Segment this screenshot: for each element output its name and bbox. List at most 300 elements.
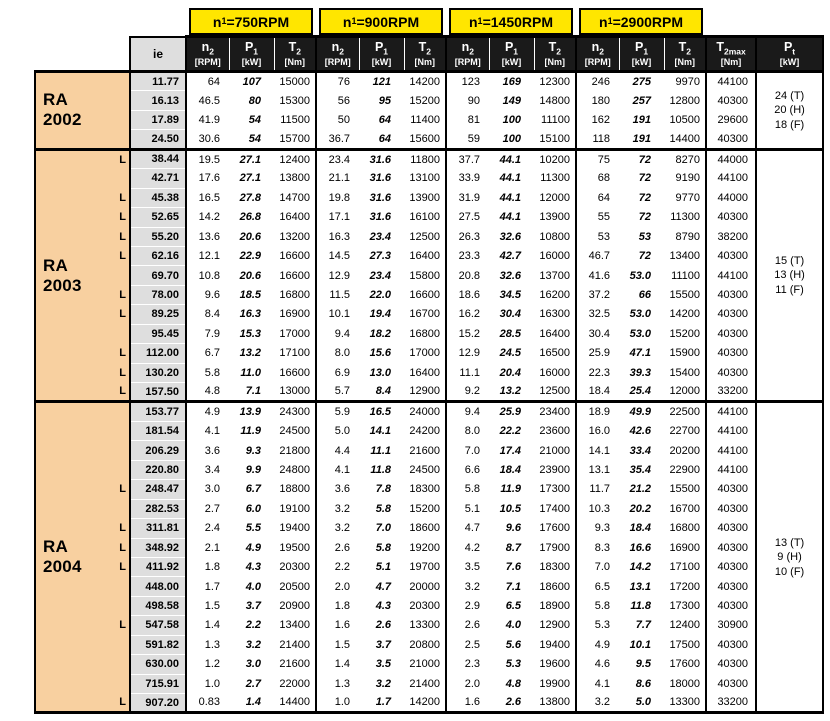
t2-value: 12300	[534, 72, 576, 91]
n1-subscript: 1	[351, 16, 357, 26]
p1-value: 32.6	[489, 266, 534, 285]
t2-value: 16000	[534, 246, 576, 265]
n2-label	[187, 40, 229, 57]
p1-label	[620, 40, 664, 57]
p1-value: 18.2	[359, 324, 404, 343]
l-marker: L	[108, 227, 130, 246]
n2-value: 3.2	[316, 499, 359, 518]
p1-value: 18.5	[229, 285, 274, 304]
t2max-value: 40300	[706, 363, 756, 382]
n2-subscript: 2	[599, 46, 604, 57]
t2-value: 16600	[274, 246, 316, 265]
l-marker: L	[108, 208, 130, 227]
p1-symbol: P	[374, 40, 384, 55]
t2max-value: 44100	[706, 441, 756, 460]
pt-ratings	[756, 149, 823, 402]
ie-value: 16.13	[130, 91, 186, 110]
p1-unit: [kW]	[631, 56, 652, 67]
t2-value: 9770	[664, 188, 706, 207]
t2max-value: 30900	[706, 616, 756, 635]
p1-value: 54	[229, 130, 274, 149]
p1-value: 11.9	[229, 421, 274, 440]
t2max-value: 40300	[706, 285, 756, 304]
p1-value: 34.5	[489, 285, 534, 304]
n2-value: 5.0	[316, 421, 359, 440]
t2-value: 10500	[664, 110, 706, 129]
t2-value: 23900	[534, 460, 576, 479]
t2-value: 12000	[534, 188, 576, 207]
t2-value: 13100	[404, 169, 446, 188]
p1-value: 44.1	[489, 149, 534, 168]
n2-label	[577, 40, 619, 57]
t2max-value: 40300	[706, 655, 756, 674]
rpm-unit: RPM	[258, 13, 290, 30]
t2-value: 19400	[534, 635, 576, 654]
n2-value: 180	[576, 91, 619, 110]
p1-value: 5.5	[229, 519, 274, 538]
p1-value: 33.4	[619, 441, 664, 460]
table-row	[35, 285, 823, 304]
group-label: RA 2004	[35, 402, 108, 713]
p1-value: 23.4	[359, 227, 404, 246]
t2-value: 15400	[664, 363, 706, 382]
p1-value: 11.9	[489, 480, 534, 499]
p1-value: 2.6	[489, 694, 534, 713]
p1-value: 13.1	[619, 577, 664, 596]
ie-value: 547.58	[130, 616, 186, 635]
p1-value: 5.3	[489, 655, 534, 674]
t2-value: 15200	[664, 324, 706, 343]
p1-value: 14.2	[619, 557, 664, 576]
l-marker	[108, 635, 130, 654]
t2-value: 18000	[664, 674, 706, 693]
n2-value: 5.3	[576, 616, 619, 635]
n2-value: 4.2	[446, 538, 489, 557]
p1-subscript: 1	[513, 46, 519, 57]
n2-value: 1.3	[316, 674, 359, 693]
table-row	[35, 169, 823, 188]
n2-symbol: n	[331, 40, 340, 55]
t2-value: 12500	[404, 227, 446, 246]
table-row	[35, 402, 823, 421]
n2-value: 8.3	[576, 538, 619, 557]
table-row	[35, 72, 823, 91]
n2-value: 2.3	[446, 655, 489, 674]
n2-value: 4.8	[186, 383, 229, 402]
p1-value: 20.6	[229, 227, 274, 246]
t2-value: 16600	[404, 285, 446, 304]
p1-subscript: 1	[253, 46, 259, 57]
equals-sign: =	[356, 13, 365, 30]
t2-value: 16400	[274, 208, 316, 227]
p1-value: 15.6	[359, 344, 404, 363]
n2-value: 3.2	[316, 519, 359, 538]
ie-value: 498.58	[130, 596, 186, 615]
t2-symbol: T	[288, 40, 297, 55]
p1-value: 31.6	[359, 208, 404, 227]
n2-value: 162	[576, 110, 619, 129]
t2-value: 19600	[534, 655, 576, 674]
p1-value: 22.2	[489, 421, 534, 440]
t2-value: 20200	[664, 441, 706, 460]
equals-sign: =	[482, 13, 491, 30]
t2-value: 17100	[664, 557, 706, 576]
p1-value: 4.9	[229, 538, 274, 557]
l-marker: L	[108, 616, 130, 635]
t2-value: 17000	[404, 344, 446, 363]
t2max-value: 33200	[706, 383, 756, 402]
n2-value: 9.3	[576, 519, 619, 538]
n2-value: 9.2	[446, 383, 489, 402]
t2-value: 18600	[404, 519, 446, 538]
t2-value: 15100	[534, 130, 576, 149]
n2-value: 14.5	[316, 246, 359, 265]
p1-value: 72	[619, 246, 664, 265]
n2-value: 1.7	[186, 577, 229, 596]
p1-value: 11.1	[359, 441, 404, 460]
p1-symbol: P	[634, 40, 644, 55]
t2-value: 18300	[404, 480, 446, 499]
n2-value: 59	[446, 130, 489, 149]
col-header-t2-2900	[664, 37, 706, 72]
table-row	[35, 208, 823, 227]
n2-value: 9.6	[186, 285, 229, 304]
n2-value: 75	[576, 149, 619, 168]
l-marker: L	[108, 557, 130, 576]
rpm-unit: RPM	[388, 13, 420, 30]
table-row	[35, 421, 823, 440]
t2-value: 17600	[664, 655, 706, 674]
ie-value: 157.50	[130, 383, 186, 402]
t2-value: 24000	[404, 402, 446, 421]
t2-value: 24300	[274, 402, 316, 421]
t2-label	[535, 40, 576, 57]
n1-symbol: n	[468, 13, 478, 30]
t2max-value: 40300	[706, 305, 756, 324]
n2-value: 17.6	[186, 169, 229, 188]
p1-value: 100	[489, 130, 534, 149]
l-marker	[108, 110, 130, 129]
p1-value: 31.6	[359, 188, 404, 207]
table-row	[35, 557, 823, 576]
l-marker	[108, 169, 130, 188]
t2-value: 21800	[274, 441, 316, 460]
pt-rating-line: 13 (H)	[774, 269, 805, 282]
t2-value: 18300	[534, 557, 576, 576]
t2max-unit: [Nm]	[720, 56, 742, 67]
n2-value: 36.7	[316, 130, 359, 149]
rpm-unit: RPM	[521, 13, 554, 30]
l-marker: L	[108, 383, 130, 402]
table-row	[35, 499, 823, 518]
p1-value: 5.8	[359, 499, 404, 518]
p1-value: 257	[619, 91, 664, 110]
ie-value: 181.54	[130, 421, 186, 440]
n2-value: 118	[576, 130, 619, 149]
p1-value: 3.0	[229, 655, 274, 674]
t2-value: 16800	[274, 285, 316, 304]
p1-value: 72	[619, 169, 664, 188]
n2-value: 5.8	[576, 596, 619, 615]
t2-value: 14200	[404, 72, 446, 91]
t2-label	[275, 40, 316, 57]
n2-value: 14.1	[576, 441, 619, 460]
t2-value: 21600	[274, 655, 316, 674]
p1-value: 3.2	[359, 674, 404, 693]
p1-value: 53.0	[619, 324, 664, 343]
t2-value: 21400	[274, 635, 316, 654]
t2-value: 17300	[534, 480, 576, 499]
t2-value: 13400	[664, 246, 706, 265]
t2-value: 15900	[664, 344, 706, 363]
p1-value: 44.1	[489, 188, 534, 207]
n2-value: 41.6	[576, 266, 619, 285]
n2-value: 56	[316, 91, 359, 110]
p1-value: 25.9	[489, 402, 534, 421]
ie-value: 282.53	[130, 499, 186, 518]
n2-value: 1.3	[186, 635, 229, 654]
p1-value: 121	[359, 72, 404, 91]
t2max-value: 40300	[706, 208, 756, 227]
pt-rating-line: 15 (T)	[774, 255, 805, 268]
p1-value: 3.5	[359, 655, 404, 674]
l-marker	[108, 441, 130, 460]
table-row	[35, 460, 823, 479]
ie-value: 89.25	[130, 305, 186, 324]
n2-value: 5.1	[446, 499, 489, 518]
col-header-ie: ie	[130, 37, 186, 72]
t2max-label	[707, 40, 755, 57]
p1-value: 16.5	[359, 402, 404, 421]
col-header-t2-1450	[534, 37, 576, 72]
table-row	[35, 305, 823, 324]
t2-value: 22000	[274, 674, 316, 693]
t2-value: 14400	[664, 130, 706, 149]
n2-value: 0.83	[186, 694, 229, 713]
t2-value: 13000	[274, 383, 316, 402]
speed-header-2900-rpm	[579, 8, 703, 35]
p1-value: 72	[619, 188, 664, 207]
n2-value: 5.8	[446, 480, 489, 499]
p1-value: 1.7	[359, 694, 404, 713]
p1-value: 10.1	[619, 635, 664, 654]
t2-value: 19400	[274, 519, 316, 538]
n2-value: 32.5	[576, 305, 619, 324]
t2max-value: 40300	[706, 324, 756, 343]
t2-value: 19700	[404, 557, 446, 576]
p1-value: 49.9	[619, 402, 664, 421]
n2-value: 3.0	[186, 480, 229, 499]
n2-value: 4.1	[576, 674, 619, 693]
t2-value: 13800	[274, 169, 316, 188]
ie-value: 311.81	[130, 519, 186, 538]
t2-value: 17200	[664, 577, 706, 596]
p1-value: 5.8	[359, 538, 404, 557]
n2-value: 4.6	[576, 655, 619, 674]
p1-value: 21.2	[619, 480, 664, 499]
t2-value: 13200	[274, 227, 316, 246]
t2-value: 17100	[274, 344, 316, 363]
t2-value: 15800	[404, 266, 446, 285]
p1-unit: [kW]	[371, 56, 392, 67]
t2-value: 16000	[534, 363, 576, 382]
p1-value: 18.4	[489, 460, 534, 479]
speed-header-cell-900	[316, 8, 446, 37]
p1-value: 64	[359, 130, 404, 149]
t2-value: 16400	[404, 363, 446, 382]
t2-value: 13900	[404, 188, 446, 207]
p1-value: 8.7	[489, 538, 534, 557]
n2-value: 8.0	[316, 344, 359, 363]
t2max-value: 44000	[706, 149, 756, 168]
n2-value: 37.2	[576, 285, 619, 304]
n2-value: 64	[576, 188, 619, 207]
t2max-value: 44100	[706, 402, 756, 421]
p1-value: 25.4	[619, 383, 664, 402]
pt-rating-line: 9 (H)	[777, 551, 802, 564]
t2-value: 13300	[404, 616, 446, 635]
n2-value: 53	[576, 227, 619, 246]
n1-symbol: n	[212, 13, 222, 30]
n2-value: 22.3	[576, 363, 619, 382]
p1-value: 107	[229, 72, 274, 91]
t2-value: 21400	[404, 674, 446, 693]
ie-value: 42.71	[130, 169, 186, 188]
p1-value: 53.0	[619, 305, 664, 324]
ie-value: 45.38	[130, 188, 186, 207]
n2-value: 6.7	[186, 344, 229, 363]
t2max-value: 40300	[706, 91, 756, 110]
n1-symbol: n	[599, 13, 608, 30]
pt-rating-line: 13 (T)	[774, 536, 805, 549]
table-row	[35, 246, 823, 265]
n2-value: 2.9	[446, 596, 489, 615]
p1-value: 11.0	[229, 363, 274, 382]
p1-value: 27.3	[359, 246, 404, 265]
t2-value: 17900	[534, 538, 576, 557]
col-header-t2-750	[274, 37, 316, 72]
rpm-unit: RPM	[651, 13, 684, 30]
p1-value: 2.6	[359, 616, 404, 635]
pt-ratings	[756, 72, 823, 150]
gear-reducer-ratings-table	[34, 8, 824, 714]
n2-subscript: 2	[339, 46, 344, 57]
col-header-p1-1450	[489, 37, 534, 72]
t2-value: 22900	[664, 460, 706, 479]
table-row	[35, 480, 823, 499]
t2-value: 19100	[274, 499, 316, 518]
p1-value: 20.2	[619, 499, 664, 518]
l-marker: L	[108, 344, 130, 363]
table-row	[35, 266, 823, 285]
p1-value: 42.6	[619, 421, 664, 440]
t2-value: 10800	[534, 227, 576, 246]
n2-value: 10.1	[316, 305, 359, 324]
p1-value: 32.6	[489, 227, 534, 246]
n2-value: 1.0	[186, 674, 229, 693]
p1-value: 35.4	[619, 460, 664, 479]
t2-value: 24800	[274, 460, 316, 479]
p1-value: 64	[359, 110, 404, 129]
n2-value: 30.6	[186, 130, 229, 149]
n2-value: 20.8	[446, 266, 489, 285]
l-marker: L	[108, 519, 130, 538]
t2-value: 15600	[404, 130, 446, 149]
p1-value: 13.2	[229, 344, 274, 363]
n2-value: 55	[576, 208, 619, 227]
pt-rating-line: 10 (F)	[774, 565, 805, 578]
t2max-value: 40300	[706, 674, 756, 693]
p1-value: 8.4	[359, 383, 404, 402]
t2max-value: 38200	[706, 227, 756, 246]
t2-value: 13800	[534, 694, 576, 713]
p1-subscript: 1	[643, 46, 649, 57]
speed-header-cell-750	[186, 8, 316, 37]
n2-value: 1.4	[186, 616, 229, 635]
p1-value: 26.8	[229, 208, 274, 227]
speed-header-cell-1450	[446, 8, 576, 37]
p1-unit: [kW]	[501, 56, 522, 67]
n2-symbol: n	[591, 40, 600, 55]
n2-value: 2.1	[186, 538, 229, 557]
t2-value: 11500	[274, 110, 316, 129]
t2-value: 13400	[274, 616, 316, 635]
t2-value: 13700	[534, 266, 576, 285]
t2-value: 24500	[404, 460, 446, 479]
n2-value: 31.9	[446, 188, 489, 207]
n2-value: 5.9	[316, 402, 359, 421]
p1-value: 6.7	[229, 480, 274, 499]
pt-rating-line: 18 (F)	[774, 118, 805, 131]
ie-value: 55.20	[130, 227, 186, 246]
l-marker	[108, 499, 130, 518]
p1-value: 7.1	[229, 383, 274, 402]
col-header-n2-750	[186, 37, 229, 72]
n1-symbol: n	[342, 13, 352, 30]
col-header-n2-900	[316, 37, 359, 72]
t2-subscript: 2	[556, 46, 561, 57]
table-row	[35, 596, 823, 615]
table-row	[35, 674, 823, 693]
p1-value: 31.6	[359, 169, 404, 188]
n2-value: 16.2	[446, 305, 489, 324]
p1-value: 9.3	[229, 441, 274, 460]
t2-label	[665, 40, 706, 57]
t2-value: 20900	[274, 596, 316, 615]
n2-value: 1.0	[316, 694, 359, 713]
t2-value: 17600	[534, 519, 576, 538]
p1-value: 7.8	[359, 480, 404, 499]
p1-value: 47.1	[619, 344, 664, 363]
t2-value: 12900	[534, 616, 576, 635]
t2-value: 14200	[664, 305, 706, 324]
speed-header-1450-rpm	[449, 8, 573, 35]
t2max-value: 40300	[706, 130, 756, 149]
n2-value: 46.5	[186, 91, 229, 110]
group-ra-2004	[35, 402, 823, 713]
p1-value: 20.6	[229, 266, 274, 285]
n2-value: 123	[446, 72, 489, 91]
header-spacer-left	[35, 8, 186, 37]
n2-label	[447, 40, 489, 57]
p1-value: 9.6	[489, 519, 534, 538]
n2-value: 12.9	[446, 344, 489, 363]
t2max-value: 44100	[706, 169, 756, 188]
n2-value: 4.1	[186, 421, 229, 440]
n2-value: 1.4	[316, 655, 359, 674]
t2-value: 16600	[274, 266, 316, 285]
t2-value: 23400	[534, 402, 576, 421]
